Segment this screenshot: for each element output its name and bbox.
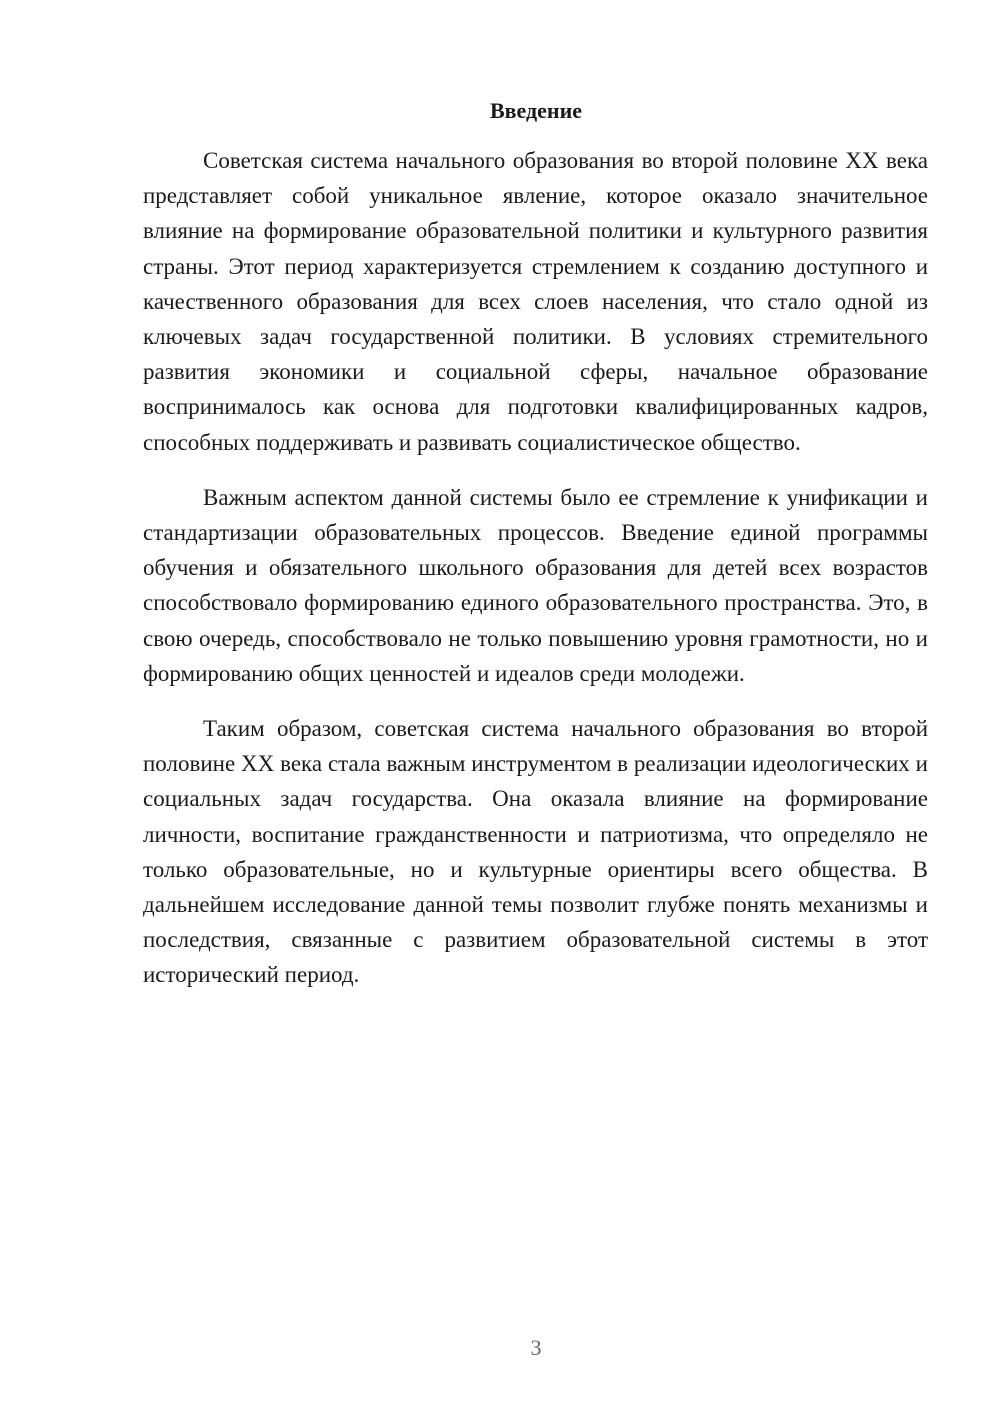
paragraph-1: Советская система начального образования во второй половине XX века представляет собой уникальное явление, которое оказало значительное влияние на формирование образовательной политики и культурного развития страны. Этот период характеризуется стремлением к созданию доступного и качественного образования для всех слоев населения, что стало одной из ключевых задач государственной политики. В условиях стремительного развития экономики и социальной сферы, начальное образование воспринималось как основа для подготовки квалифицированных кадров, способных поддерживать и развивать социалистическое общество. <box>143 148 928 455</box>
section-heading: Введение <box>489 98 583 123</box>
body-text <box>143 143 928 993</box>
page-number: 3 <box>530 1335 542 1360</box>
paragraph-2: Важным аспектом данной системы было ее стремление к унификации и стандартизации образовательных процессов. Введение единой программы обучения и обязательного школьного образования для детей всех возрастов способствовало формированию единого образовательного пространства. Это, в свою очередь, способствовало не только повышению уровня грамотности, но и формированию общих ценностей и идеалов среди молодежи. <box>143 484 928 686</box>
paragraph-3: Таким образом, советская система начального образования во второй половине XX века стала важным инструментом в реализации идеологических и социальных задач государства. Она оказала влияние на формирование личности, воспитание гражданственности и патриотизма, что определяло не только образовательные, но и культурные ориентиры всего общества. В дальнейшем исследование данной темы позволит глубже понять механизмы и последствия, связанные с развитием образовательной системы в этот исторический период. <box>143 716 928 988</box>
